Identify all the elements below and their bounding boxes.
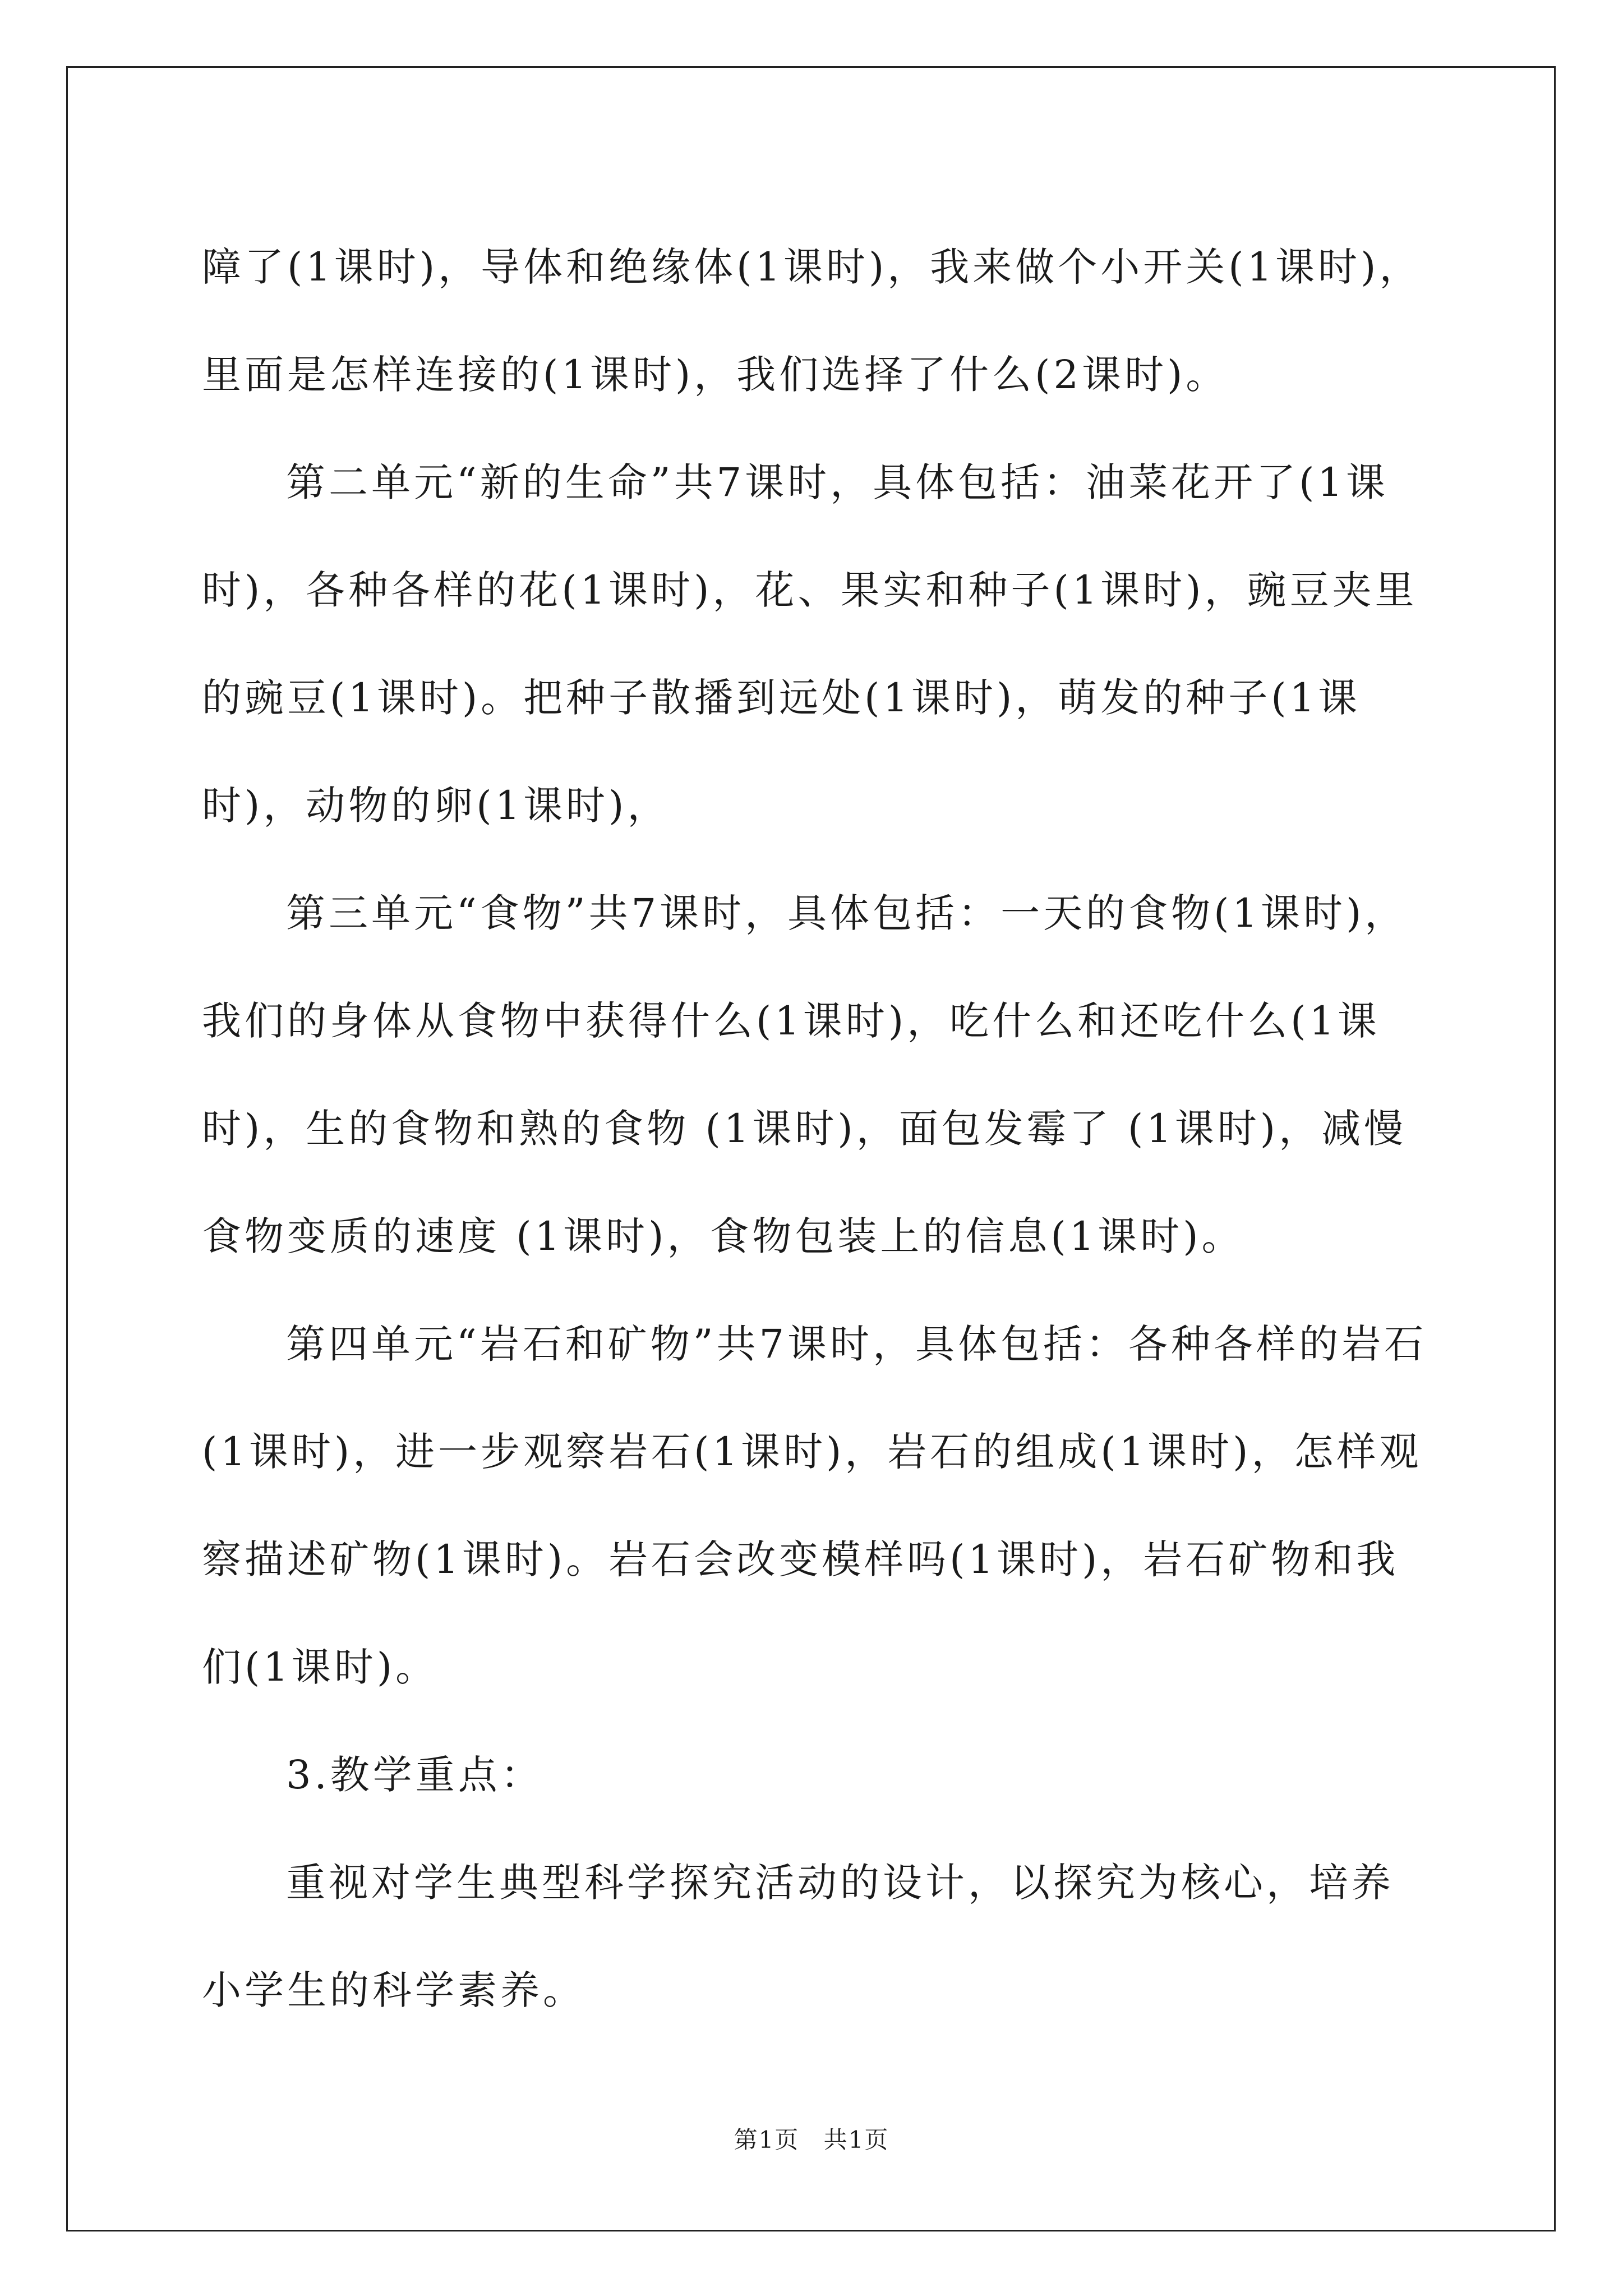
page-number: 第1页 (734, 2126, 800, 2154)
paragraph-2: 第二单元“新的生命”共7课时，具体包括：油菜花开了(1课时)，各种各样的花(1课时)，花、果实和种子(1课时)，豌豆夹里的豌豆(1课时)。把种子散播到远处(1课时)，萌发的种子(1课时)，动物的卵(1课时)， (202, 459, 1418, 829)
paragraph-4: 第四单元“岩石和矿物”共7课时，具体包括：各种各样的岩石(1课时)，进一步观察岩石(1课时)，岩石的组成(1课时)，怎样观察描述矿物(1课时)。岩石会改变模样吗(1课时)，岩石矿物和我们(1课时)。 (202, 1321, 1427, 1690)
page-total: 共1页 (823, 2126, 889, 2154)
paragraph-1: 障了(1课时)，导体和绝缘体(1课时)，我来做个小开关(1课时)，里面是怎样连接的(1课时)，我们选择了什么(2课时)。 (202, 244, 1422, 398)
paragraph-5: 重视对学生典型科学探究活动的设计，以探究为核心，培养小学生的科学素养。 (202, 1860, 1394, 2013)
paragraph-3: 第三单元“食物”共7课时，具体包括：一天的食物(1课时)，我们的身体从食物中获得什么(1课时)，吃什么和还吃什么(1课时)，生的食物和熟的食物 (1课时)，面包发霉了 (1课时)，减慢食物变质的速度 (1课时)，食物包装上的信息(1课时)。 (202, 890, 1408, 1259)
page-footer (0, 2122, 1623, 2155)
document-body (202, 213, 1430, 2044)
section-heading: 3.教学重点： (286, 1752, 543, 1798)
